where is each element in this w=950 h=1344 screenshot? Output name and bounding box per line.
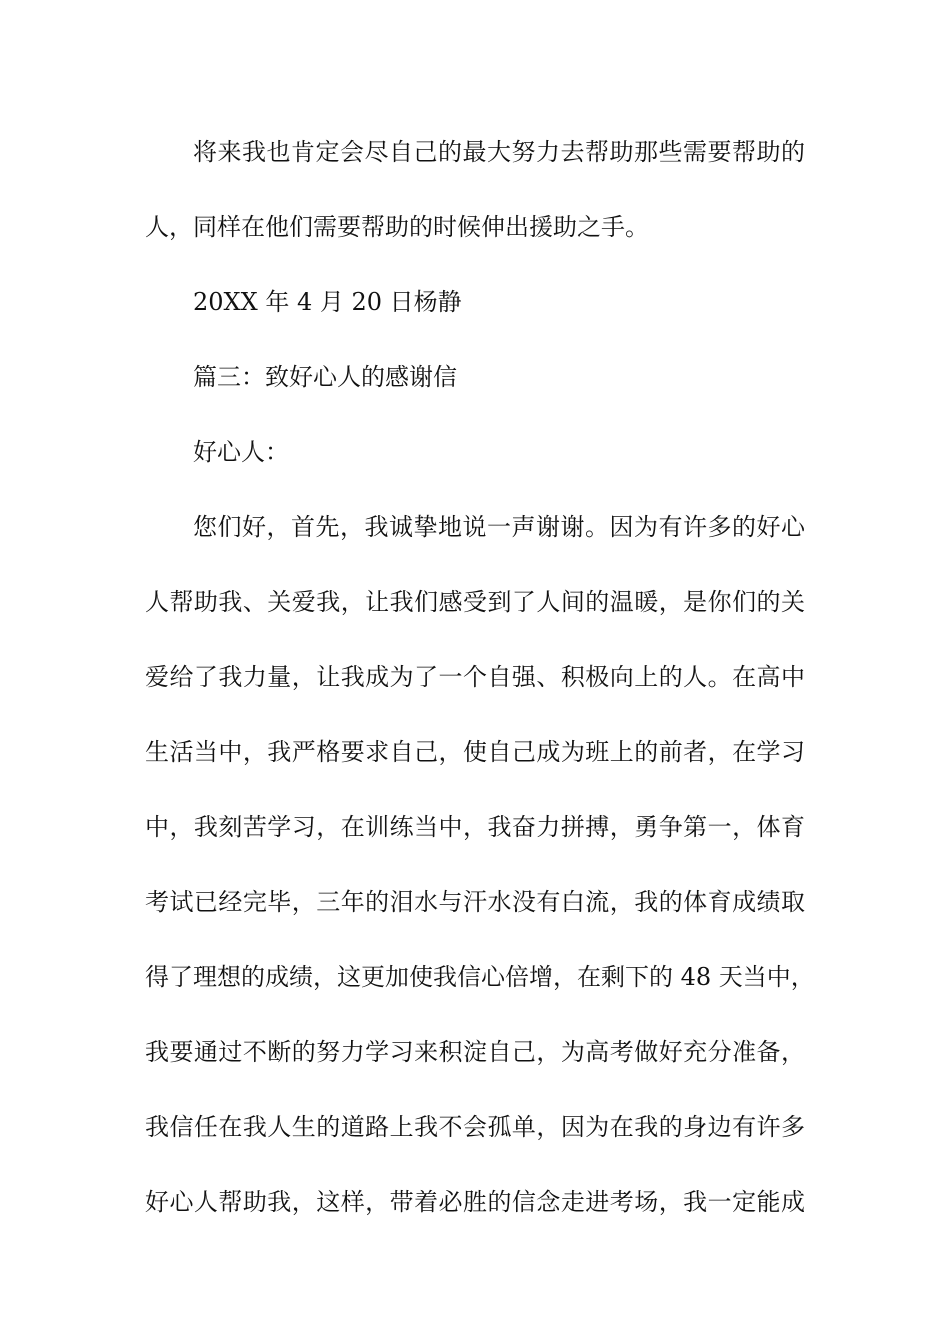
letter-line-6: 考试已经完毕，三年的泪水与汗水没有白流，我的体育成绩取 — [145, 888, 805, 916]
letter-line-7: 得了理想的成绩，这更加使我信心倍增，在剩下的 48 天当中， — [145, 963, 815, 991]
letter-line-2: 人帮助我、关爱我，让我们感受到了人间的温暖，是你们的关 — [145, 588, 805, 616]
letter-line-8: 我要通过不断的努力学习来积淀自己，为高考做好充分准备， — [145, 1038, 805, 1066]
letter-line-3: 爱给了我力量，让我成为了一个自强、积极向上的人。在高中 — [145, 663, 805, 691]
letter-line-10: 好心人帮助我，这样，带着必胜的信念走进考场，我一定能成 — [145, 1188, 805, 1216]
letter-line-1: 您们好，首先，我诚挚地说一声谢谢。因为有许多的好心 — [193, 513, 805, 541]
letter-line-4: 生活当中，我严格要求自己，使自己成为班上的前者，在学习 — [145, 738, 805, 766]
paragraph-line-1: 将来我也肯定会尽自己的最大努力去帮助那些需要帮助的 — [193, 138, 805, 166]
signature-date-line: 20XX 年 4 月 20 日杨静 — [193, 288, 462, 316]
section-title: 篇三：致好心人的感谢信 — [193, 363, 457, 391]
salutation: 好心人： — [193, 438, 289, 466]
letter-line-5: 中，我刻苦学习，在训练当中，我奋力拼搏，勇争第一，体育 — [145, 813, 805, 841]
paragraph-line-2: 人，同样在他们需要帮助的时候伸出援助之手。 — [145, 213, 649, 241]
letter-line-9: 我信任在我人生的道路上我不会孤单，因为在我的身边有许多 — [145, 1113, 805, 1141]
